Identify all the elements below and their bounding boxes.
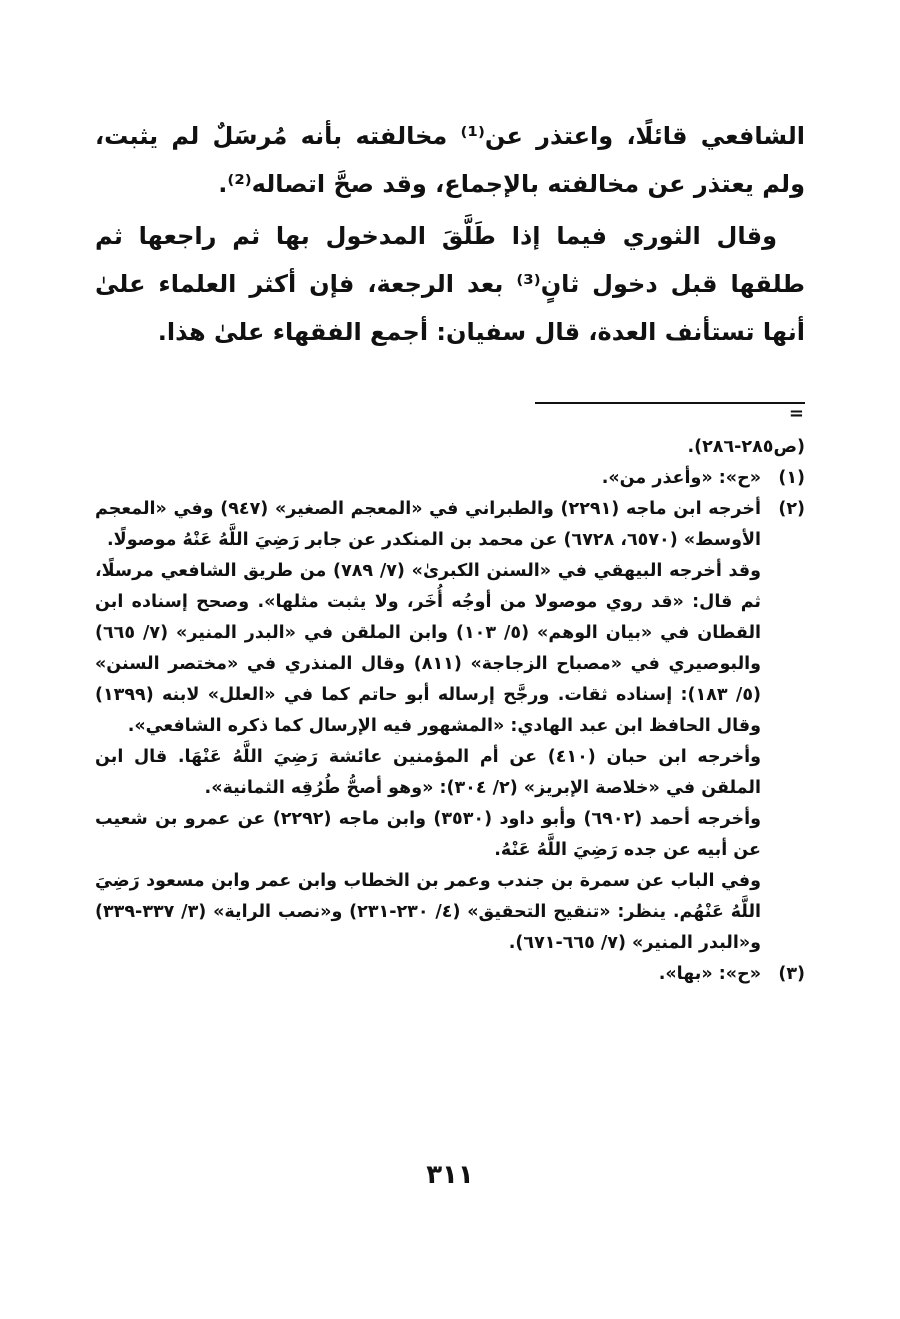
- footnote-number: (٣): [778, 964, 805, 984]
- footnote-body: [95, 959, 761, 990]
- page-number: ٣١١: [426, 1160, 474, 1190]
- footnote-paragraph: وقد أخرجه البيهقي في «السنن الكبرىٰ» (٧/ ٧٨٩) من طريق الشافعي مرسلًا، ثم قال: «قد روي موصولا من أوجُه أُخَر، ولا يثبت مثلها». وصحح إسناده ابن القطان في «بيان الوهم» (٥/ ١٠٣) وابن الملقن في «البدر المنير» (٧/ ٦٦٥) والبوصيري في «مصباح الزجاجة» (٨١١) وقال المنذري في «مختصر السنن» (٥/ ١٨٣): إسناده ثقات. ورجَّح إرساله أبو حاتم كما في «العلل» لابنه (١٣٩٩) وقال الحافظ ابن عبد الهادي: «المشهور فيه الإرسال كما ذكره الشافعي».: [95, 561, 762, 736]
- footnote-separator: [535, 402, 805, 404]
- footnote-2: [95, 494, 805, 959]
- footnote-paragraph: أخرجه ابن ماجه (٢٢٩١) والطبراني في «المعجم الصغير» (٩٤٧) وفي «المعجم الأوسط» (٦٥٧٠، ٦٧٢٨) عن محمد بن المنكدر عن جابر رَضِيَ اللَّهُ عَنْهُ موصولًا.: [95, 499, 761, 550]
- footnote-body: [95, 463, 761, 494]
- footnote-paragraph: وفي الباب عن سمرة بن جندب وعمر بن الخطاب وابن عمر وابن مسعود رَضِيَ اللَّهُ عَنْهُم. ينظر: «تنقيح التحقيق» (٤/ ٢٣٠-٢٣١) و«نصب الراية» (٣/ ٣٣٧-٣٣٩) و«البدر المنير» (٧/ ٦٦٥-٦٧١).: [95, 871, 762, 953]
- footnotes-block: [95, 432, 805, 990]
- footnote-paragraph: «ح»: «وأعذر من».: [601, 468, 761, 488]
- footnote-paragraph: وأخرجه ابن حبان (٤١٠) عن أم المؤمنين عائشة رَضِيَ اللَّهُ عَنْهَا. قال ابن الملقن في «خلاصة الإبريز» (٢/ ٣٠٤): «وهو أصحُّ طُرُقِه الثمانية».: [95, 747, 761, 798]
- footnote-continuation-text: (ص٢٨٥-٢٨٦).: [687, 437, 805, 457]
- footnote-1: [95, 463, 805, 494]
- footnote-number: (٢): [778, 499, 805, 519]
- footnote-paragraph: وأخرجه أحمد (٦٩٠٢) وأبو داود (٣٥٣٠) وابن ماجه (٢٢٩٢) عن عمرو بن شعيب عن أبيه عن جده رَضِيَ اللَّهُ عَنْهُ.: [95, 809, 761, 860]
- footnote-body: [95, 494, 761, 959]
- main-paragraph: وقال الثوري فيما إذا طَلَّقَ المدخول بها ثم راجعها ثم طلقها قبل دخول ثانٍ⁽³⁾ بعد الرجعة، فإن أكثر العلماء علىٰ أنها تستأنف العدة، قال سفيان: أجمع الفقهاء علىٰ هذا.: [95, 222, 805, 346]
- footnote-paragraph: «ح»: «بها».: [658, 964, 761, 984]
- footnote-number: (١): [778, 468, 805, 488]
- main-paragraph: الشافعي قائلًا، واعتذر عن⁽¹⁾ مخالفته بأنه مُرسَلٌ لم يثبت، ولم يعتذر عن مخالفته بالإجماع، وقد صحَّ اتصاله⁽²⁾.: [95, 122, 806, 198]
- footnote-continuation-mark: =: [788, 403, 804, 424]
- main-text-block: [95, 112, 805, 360]
- footnote-3: [95, 959, 805, 990]
